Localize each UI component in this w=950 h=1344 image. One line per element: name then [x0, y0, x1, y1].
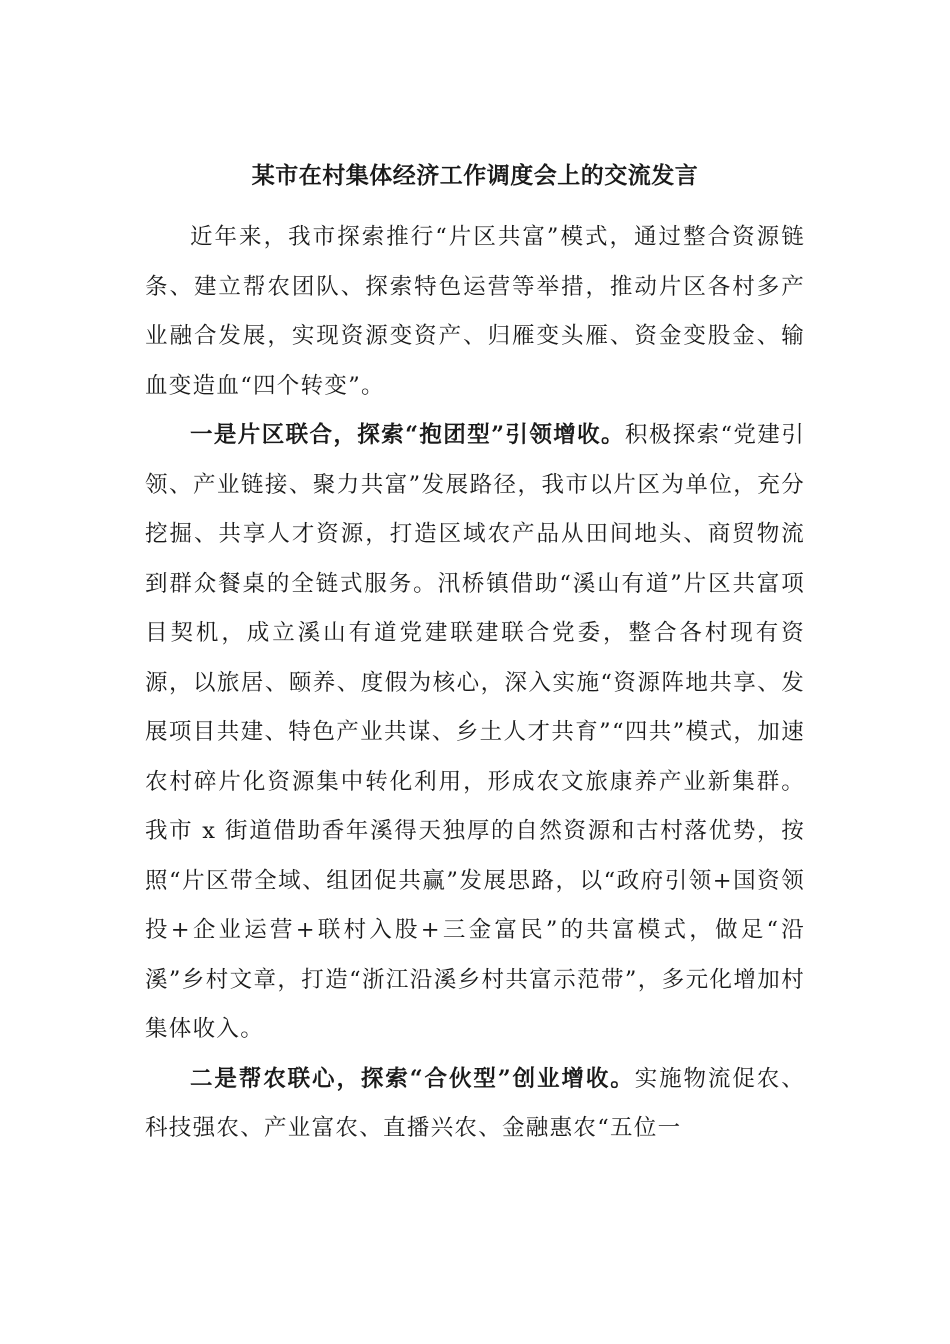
paragraph-lead: 二是帮农联心，探索“合伙型”创业增收。 [190, 1065, 635, 1092]
paragraph-text: 实施物流促农、科技强农、产业富农、直播兴农、金融惠农“五位一 [145, 1065, 805, 1141]
paragraph-lead: 一是片区联合，探索“抱团型”引领增收。 [190, 422, 625, 448]
paragraph-intro [145, 213, 805, 411]
document-body [145, 213, 805, 1154]
paragraph-point-two [145, 1055, 805, 1154]
paragraph-text: 近年来，我市探索推行“片区共富”模式，通过整合资源链条、建立帮农团队、探索特色运营等举措，推动片区各村多产业融合发展，实现资源变资产、归雁变头雁、资金变股金、输血变造血“四个转变”。 [145, 224, 805, 399]
paragraph-point-one [145, 411, 805, 1055]
document-title: 某市在村集体经济工作调度会上的交流发言 [251, 162, 699, 189]
paragraph-text: 积极探索“党建引领、产业链接、聚力共富”发展路径，我市以片区为单位，充分挖掘、共享人才资源，打造区域农产品从田间地头、商贸物流到群众餐桌的全链式服务。汛桥镇借助“溪山有道”片区共富项目契机，成立溪山有道党建联建联合党委，整合各村现有资源，以旅居、颐养、度假为核心，深入实施“资源阵地共享、发展项目共建、特色产业共谋、乡土人才共育”“四共”模式，加速农村碎片化资源集中转化利用，形成农文旅康养产业新集群。我市 x 街道借助香年溪得天独厚的自然资源和古村落优势，按照“片区带全域、组团促共赢”发展思路，以“政府引领+国资领投+企业运营+联村入股+三金富民”的共富模式，做足“沿溪”乡村文章，打造“浙江沿溪乡村共富示范带”，多元化增加村集体收入。 [145, 422, 805, 1042]
